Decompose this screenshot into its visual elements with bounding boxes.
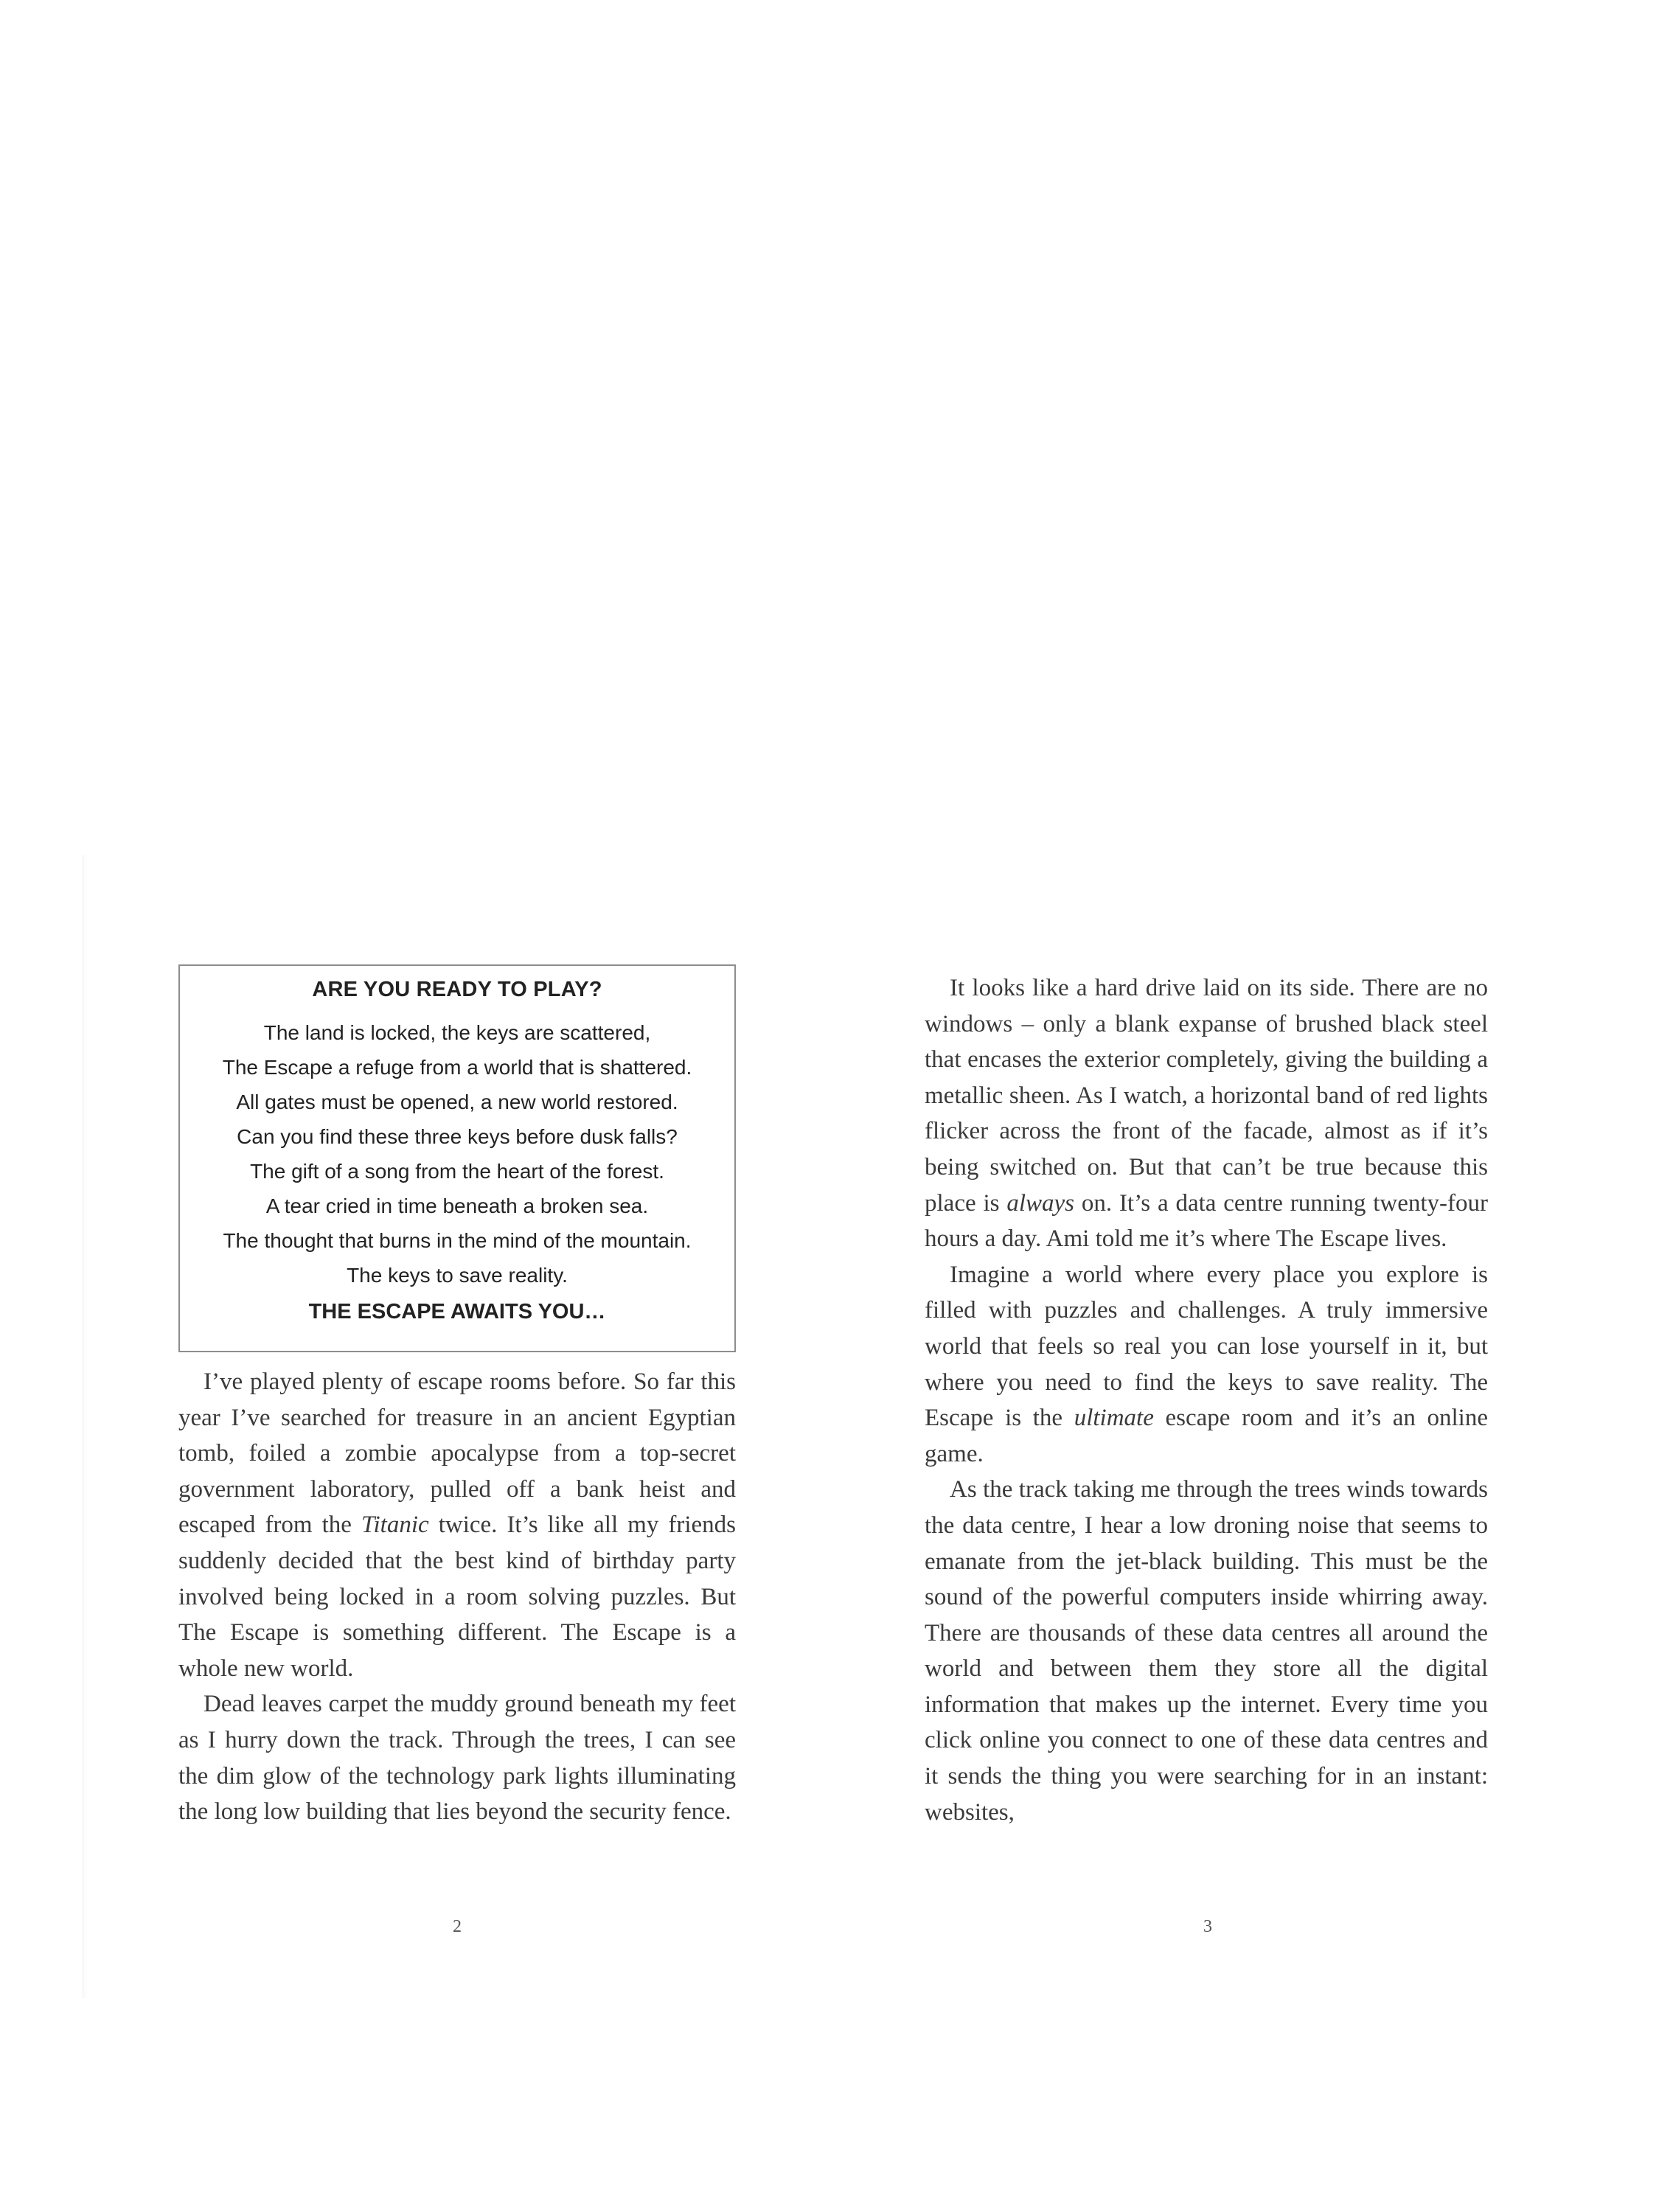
paragraph-text: on. It’s a data centre running twenty-four hours a day. Ami told me it’s where The Escape lives. [925,1189,1488,1253]
verse-line: All gates must be opened, a new world restored. [236,1091,678,1113]
paragraph [925,1257,1488,1472]
verse-line: The keys to save reality. [347,1264,568,1287]
page-number-right: 3 [1203,1917,1212,1936]
paragraph: As the track taking me through the trees winds towards the data centre, I hear a low droning noise that seems to emanate from the jet-black building. This must be the sound of the powerful computers inside whirring away. There are thousands of these data centres all around the world and between them they store all the digital information that makes up the internet. Every time you click online you connect to one of these data centres and it sends the thing you were searching for in an instant: websites, [925,1476,1488,1826]
paragraph [925,970,1488,1257]
verse-line: The thought that burns in the mind of the mountain. [223,1229,692,1252]
italic-text: Titanic [361,1512,429,1539]
puzzle-title: ARE YOU READY TO PLAY? [312,978,602,1001]
verse-line: Can you find these three keys before dusk falls? [237,1125,678,1148]
paragraph-text: It looks like a hard drive laid on its side. There are no windows – only a blank expanse of brushed black steel that encases the exterior completely, giving the building a metallic sheen. As I watch, a horizontal band of red lights flicker across the front of the facade, almost as if it’s being switched on. But that can’t be true because this place is [925,975,1488,1217]
verse-line: The gift of a song from the heart of the forest. [250,1160,664,1183]
verse-line: The land is locked, the keys are scattered, [263,1021,651,1044]
paragraph: Dead leaves carpet the muddy ground beneath my feet as I hurry down the track. Through the trees, I can see the dim glow of the technology park lights illuminating the long low building that lies beyond the security fence. [178,1691,736,1826]
verse-line: A tear cried in time beneath a broken sea. [265,1194,649,1217]
paragraph-text: Imagine a world where every place you explore is filled with puzzles and challenges. A truly immersive world that feels so real you can lose yourself in it, but where you need to find the keys to save reality. The Escape is the [925,1261,1488,1432]
verse-line: The Escape a refuge from a world that is shattered. [222,1056,692,1079]
page-number-left: 2 [453,1917,462,1936]
paragraph-text: I’ve played plenty of escape rooms before. So far this year I’ve searched for treasure in an ancient Egyptian tomb, foiled a zombie apocalypse from a top-secret government laboratory, pulled off a bank heist and escaped from the [178,1368,736,1539]
puzzle-box [178,964,736,1352]
puzzle-verse [180,1015,734,1293]
paragraph-text: escape room and it’s an online game. [925,1405,1488,1467]
left-page-text [178,1364,736,1830]
italic-text: always [1006,1189,1074,1217]
paragraph-text: twice. It’s like all my friends suddenly decided that the best kind of birthday party involved being locked in a room solving puzzles. But The Escape is something different. The Escape is a whole new world. [178,1512,736,1682]
puzzle-footer: THE ESCAPE AWAITS YOU… [308,1300,606,1324]
right-page-text [925,970,1488,1830]
italic-text: ultimate [1074,1405,1154,1432]
paragraph [178,1364,736,1686]
